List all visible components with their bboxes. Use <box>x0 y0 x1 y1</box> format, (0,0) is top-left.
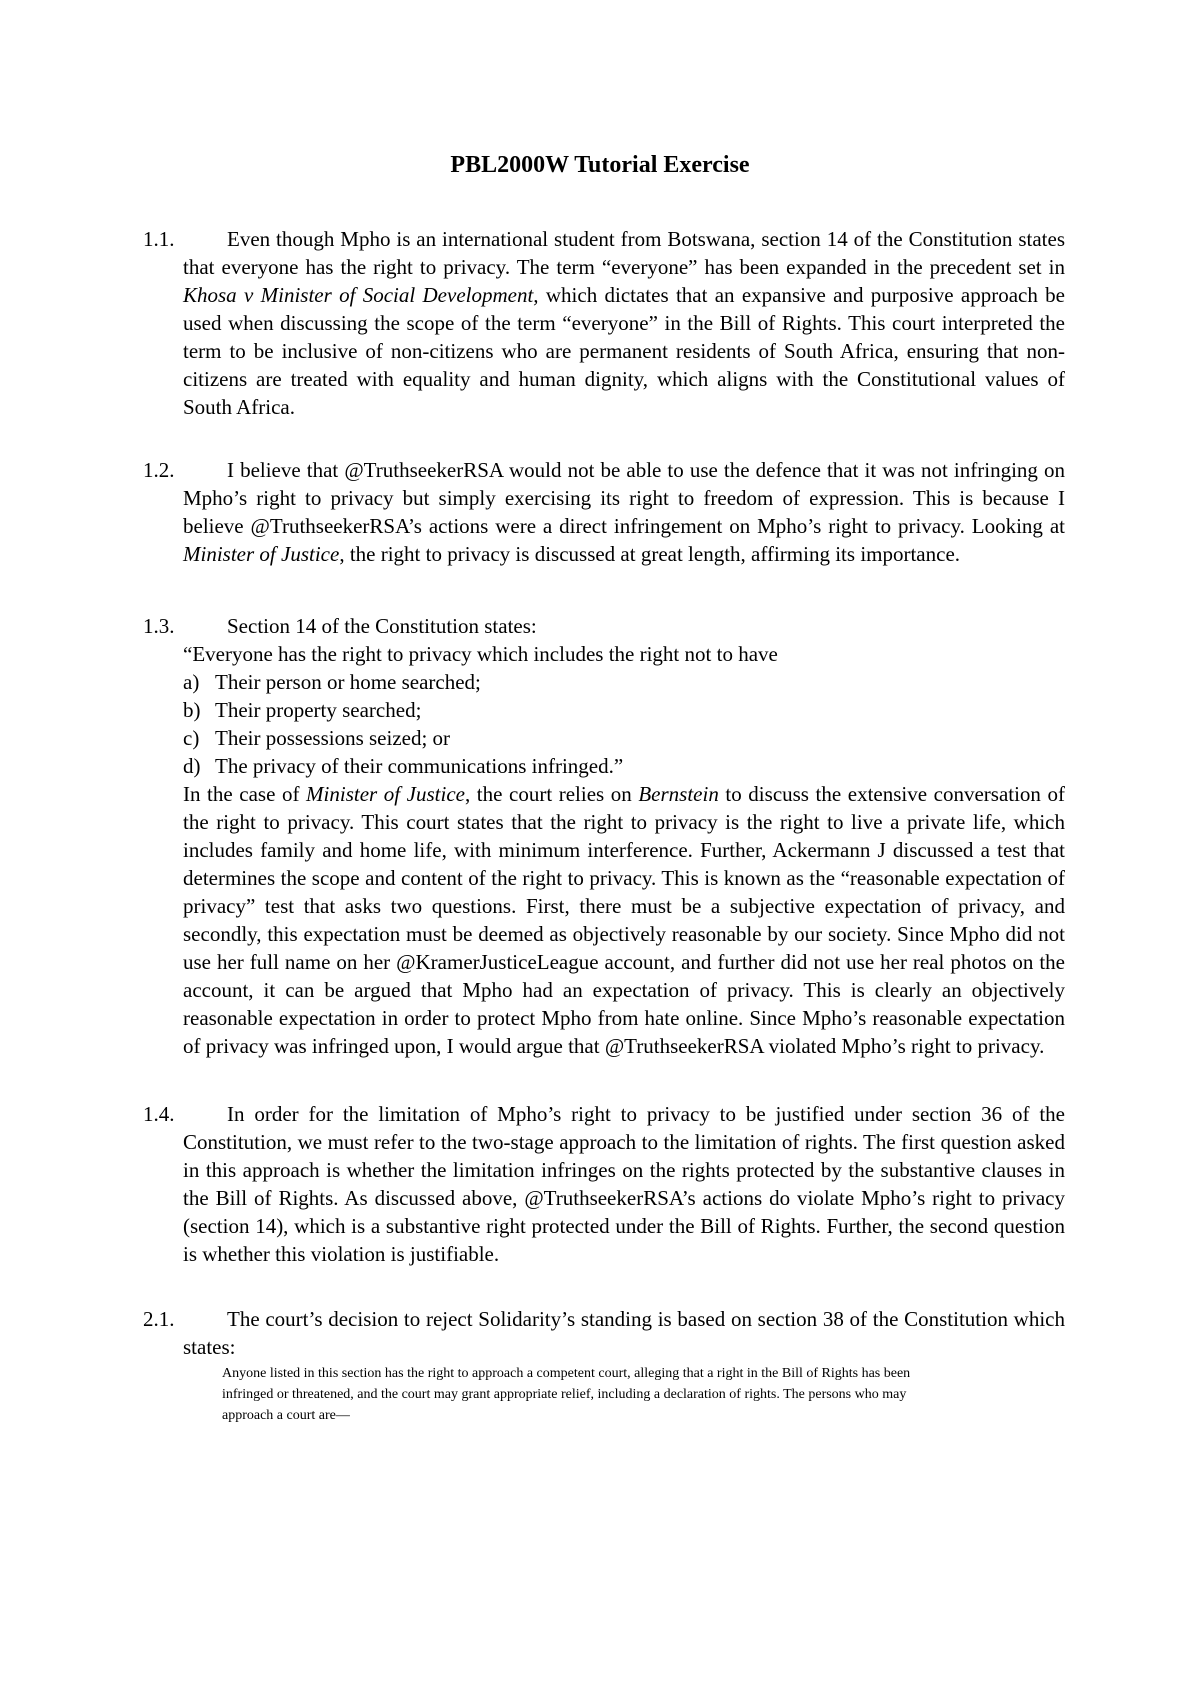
paragraph-intro: Section 14 of the Constitution states: <box>227 614 537 638</box>
list-item: b) Their property searched; <box>183 698 422 722</box>
section-number: 1.4. <box>143 1102 175 1126</box>
section-number: 1.1. <box>143 227 175 251</box>
paragraph: I believe that @TruthseekerRSA would not be able to use the defence that it was not infringing on Mpho’s right to privacy but simply exercising its right to freedom of expression. This is because I believe @TruthseekerRSA’s actions were a direct infringement on Mpho’s right to privacy. Looking at Minister of Justice, the right to privacy is discussed at great length, affirming its importance. <box>183 458 1065 566</box>
section-number: 1.2. <box>143 458 175 482</box>
list-item: d) The privacy of their communications infringed.” <box>183 754 624 778</box>
paragraph: In order for the limitation of Mpho’s right to privacy to be justified under section 36 of the Constitution, we must refer to the two-stage approach to the limitation of rights. The first question asked in this approach is whether the limitation infringes on the rights protected by the substantive clauses in the Bill of Rights. As discussed above, @TruthseekerRSA’s actions do violate Mpho’s right to privacy (section 14), which is a substantive right protected under the Bill of Rights. Further, the second question is whether this violation is justifiable. <box>183 1102 1065 1266</box>
case-name: Minister of Justice <box>306 782 465 806</box>
case-name: Minister of Justice <box>183 542 340 566</box>
section-1-2 <box>143 456 1065 568</box>
case-name: Bernstein <box>638 782 719 806</box>
document-title: PBL2000W Tutorial Exercise <box>450 152 750 178</box>
list-item: a) Their person or home searched; <box>183 670 481 694</box>
section-number: 2.1. <box>143 1307 175 1331</box>
quote-line: “Everyone has the right to privacy which includes the right not to have <box>183 642 778 666</box>
list-item: c) Their possessions seized; or <box>183 726 451 750</box>
block-quote: Anyone listed in this section has the right to approach a competent court, alleging that a right in the Bill of Rights has been infringed or threatened, and the court may grant appropriate relief, including a declaration of rights. The persons who may approach a court are— <box>222 1366 911 1423</box>
section-1-1 <box>143 225 1065 421</box>
section-1-4 <box>143 1100 1065 1268</box>
paragraph: Even though Mpho is an international student from Botswana, section 14 of the Constitution states that everyone has the right to privacy. The term “everyone” has been expanded in the precedent set in Khosa v Minister of Social Development, which dictates that an expansive and purposive approach be used when discussing the scope of the term “everyone” in the Bill of Rights. This court interpreted the term to be inclusive of non-citizens who are permanent residents of South Africa, ensuring that non-citizens are treated with equality and human dignity, which aligns with the Constitutional values of South Africa. <box>183 227 1065 419</box>
rights-list <box>183 668 1065 780</box>
section-number: 1.3. <box>143 614 175 638</box>
section-1-3 <box>143 612 1065 1060</box>
case-name: Khosa v Minister of Social Development, <box>183 283 539 307</box>
paragraph: The court’s decision to reject Solidarity’s standing is based on section 38 of the Constitution which states: <box>183 1307 1065 1359</box>
section-2-1 <box>143 1305 1065 1426</box>
paragraph: In the case of Minister of Justice, the court relies on Bernstein to discuss the extensive conversation of the right to privacy. This court states that the right to privacy is the right to live a private life, which includes family and home life, with minimum interference. Further, Ackermann J discussed a test that determines the scope and content of the right to privacy. This is known as the “reasonable expectation of privacy” test that asks two questions. First, there must be a subjective expectation of privacy, and secondly, this expectation must be deemed as objectively reasonable by our society. Since Mpho did not use her full name on her @KramerJusticeLeague account, and further did not use her real photos on the account, it can be argued that Mpho had an expectation of privacy. This is clearly an objectively reasonable expectation in order to protect Mpho from hate online. Since Mpho’s reasonable expectation of privacy was infringed upon, I would argue that @TruthseekerRSA violated Mpho’s right to privacy. <box>183 782 1065 1058</box>
